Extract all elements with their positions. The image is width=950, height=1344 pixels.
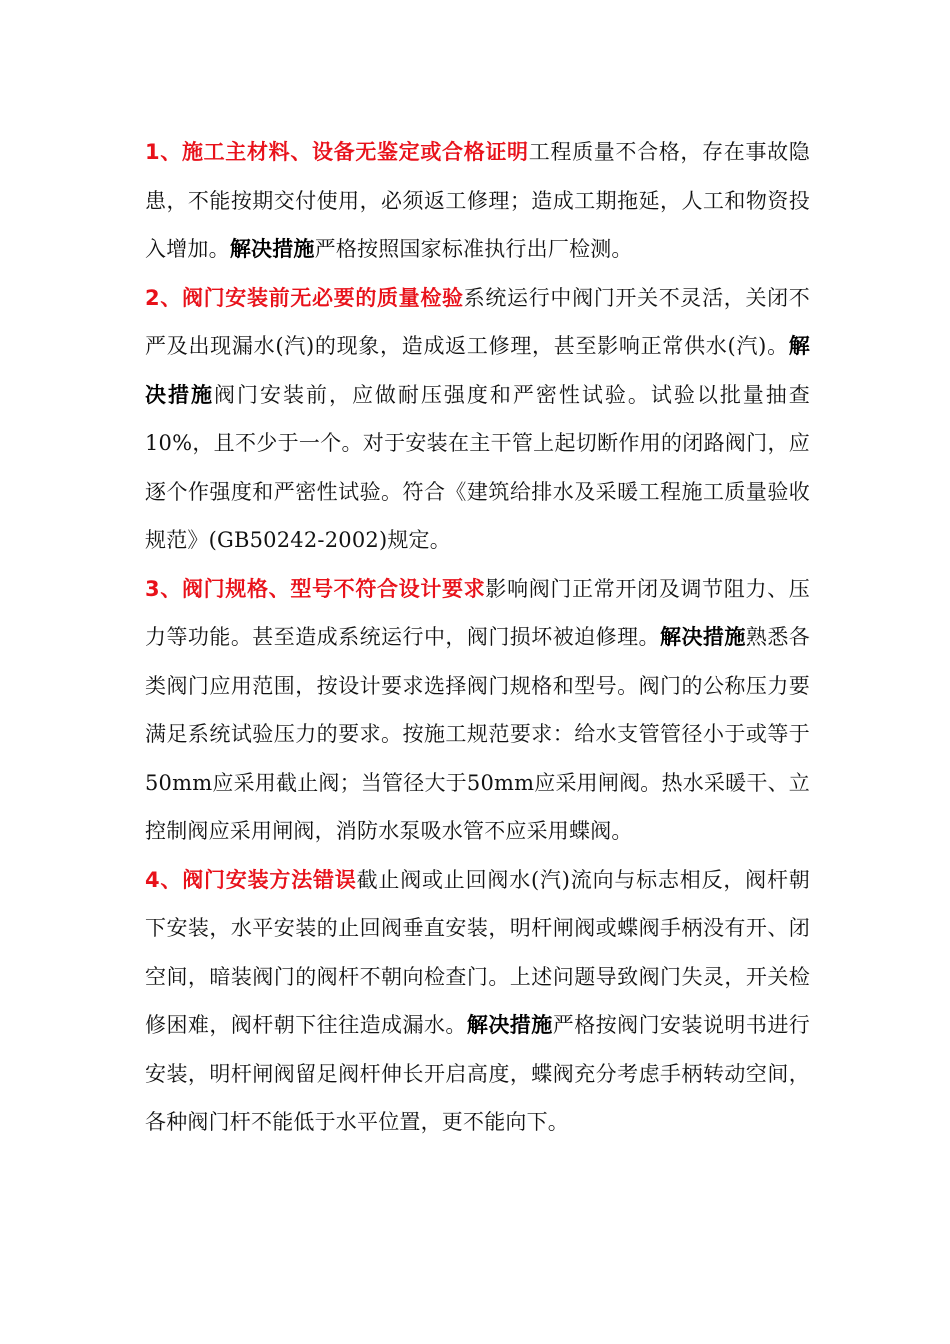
- item-problem-text: 影响阀门正常开闭及调节阻力、压力等功能。甚至造成系统运行中，阀门损坏被迫修理。: [145, 576, 811, 649]
- item-solution-text: 严格按照国家标准执行出厂检测。: [314, 237, 633, 261]
- item-problem-text: 系统运行中阀门开关不灵活，关闭不严及出现漏水(汽)的现象，造成返工修理，甚至影响正常供水(汽)。: [145, 285, 810, 358]
- item-solution-text: 严格按阀门安装说明书进行安装，明杆闸阀留足阀杆伸长开启高度，蝶阀充分考虑手柄转动空间，各种阀门杆不能低于水平位置，更不能向下。: [145, 1013, 810, 1134]
- item-problem-text: 截止阀或止回阀水(汽)流向与标志相反，阀杆朝下安装，水平安装的止回阀垂直安装，明杆闸阀或蝶阀手柄没有开、闭空间，暗装阀门的阀杆不朝向检查门。上述问题导致阀门失灵，开关检修困难，阀杆朝下往往造成漏水。: [145, 867, 810, 1037]
- item-heading: 3、阀门规格、型号不符合设计要求: [145, 576, 486, 601]
- item-heading: 4、阀门安装方法错误: [145, 867, 357, 892]
- list-item: [145, 128, 810, 274]
- item-solution-text: 熟悉各类阀门应用范围，按设计要求选择阀门规格和型号。阀门的公称压力要满足系统试验压力的要求。按施工规范要求：给水支管管径小于或等于50mm应采用截止阀；当管径大于50mm应采用闸阀。热水采暖干、立控制阀应采用闸阀，消防水泵吸水管不应采用蝶阀。: [145, 625, 810, 843]
- list-item: [145, 565, 810, 856]
- solution-label: 解决措施: [660, 625, 746, 649]
- solution-label: 解决措施: [466, 1013, 553, 1037]
- solution-label: 解决措施: [229, 237, 315, 261]
- list-item: [145, 274, 810, 565]
- document-body: [145, 128, 810, 1147]
- item-problem-text: 工程质量不合格，存在事故隐患，不能按期交付使用，必须返工修理；造成工期拖延，人工和物资投入增加。: [145, 140, 810, 261]
- item-heading: 1、施工主材料、设备无鉴定或合格证明: [145, 140, 529, 164]
- solution-label: 解决措施: [145, 334, 810, 407]
- item-heading: 2、阀门安装前无必要的质量检验: [145, 285, 464, 310]
- list-item: [145, 856, 810, 1147]
- item-solution-text: 阀门安装前，应做耐压强度和严密性试验。试验以批量抽查10%，且不少于一个。对于安装在主干管上起切断作用的闭路阀门，应逐个作强度和严密性试验。符合《建筑给排水及采暖工程施工质量验收规范》(GB50242-2002)规定。: [145, 382, 810, 552]
